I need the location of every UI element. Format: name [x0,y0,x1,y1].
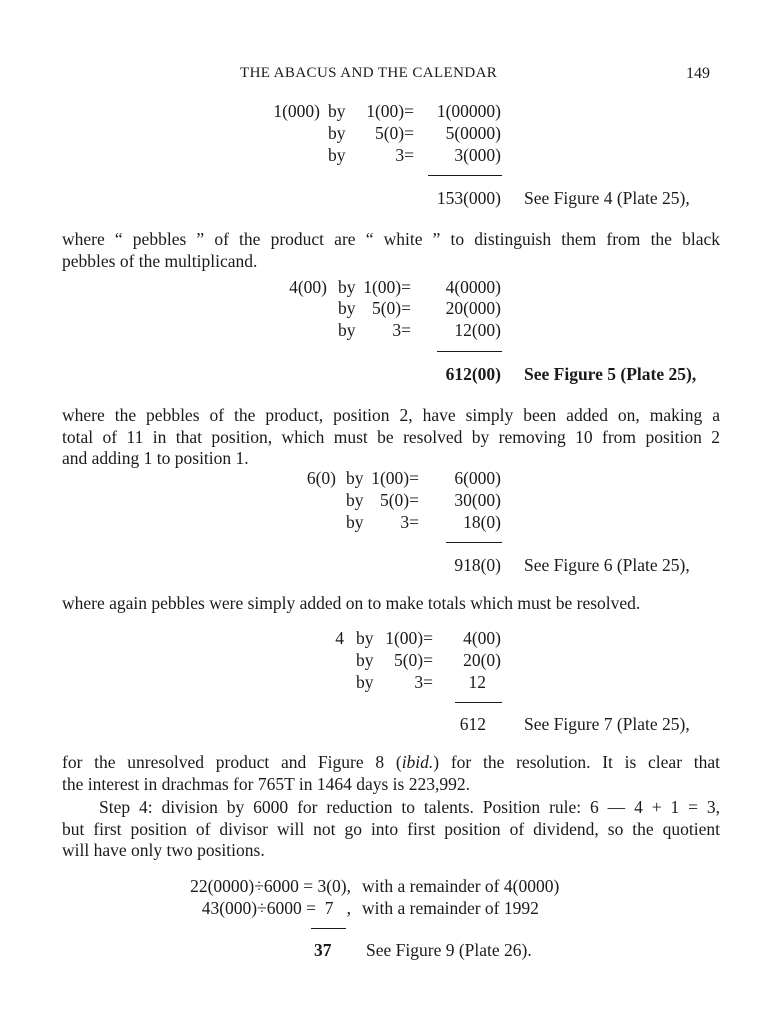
by-label: by [338,298,356,318]
figure-reference [524,366,696,384]
product-total: 612 [459,714,486,734]
multiplier: 5(0)= [379,490,419,510]
sum-rule [455,702,502,703]
figure-reference: See Figure 9 (Plate 26). [366,940,532,960]
partial-product: 4(0000) [445,277,501,297]
by-label: by [346,468,364,488]
multiplier: 3= [392,320,411,340]
text-line: Step 4: division by 6000 for reduction to talents. Position rule: 6 — 4 + 1 = 3, [99,797,720,817]
partial-product: 20(000) [445,298,501,318]
sum-rule [437,351,502,352]
partial-product: 18(0) [463,512,501,532]
multiplicand: 4(00) [289,277,327,297]
paragraph-1 [62,229,720,272]
text-run: ) for the resolution. It is clear that [433,752,720,772]
by-label: by [346,490,364,510]
multiplicand: 6(0) [306,468,336,488]
by-label: by [338,320,356,340]
by-label: by [356,650,374,670]
sum-rule [311,928,346,929]
sum-rule [428,175,502,176]
product-total: 918(0) [454,555,501,575]
quotient-total: 37 [314,940,332,960]
text-line: total of 11 in that position, which must be resolved by removing 10 from position 2 [62,426,720,447]
figure-reference: See Figure 6 (Plate 25), [524,555,690,575]
text-line: but first position of divisor will not go into first position of dividend, so the quotient [62,818,720,839]
partial-product: 4(00) [463,628,501,648]
multiplier: 1(00)= [363,277,411,297]
partial-product: 5(0000) [445,123,501,143]
by-label: by [338,277,356,297]
product-total: 612(00) [445,364,501,384]
partial-product: 1(00000) [436,101,501,121]
text-line: and adding 1 to position 1. [62,448,249,469]
partial-product: 30(00) [454,490,501,510]
text-line: where the pebbles of the product, position 2, have simply been added on, making a [62,405,720,425]
product-total: 153(000) [436,188,501,208]
remainder-text: with a remainder of 4(0000) [362,876,560,896]
text-line: will have only two positions. [62,840,265,861]
text-line [62,752,720,774]
multiplier: 3= [395,145,414,165]
paragraph-step-4 [62,797,720,862]
partial-product: 20(0) [463,650,501,670]
figure-reference: See Figure 4 (Plate 25), [524,188,690,208]
paragraph-4 [62,752,720,795]
paragraph-2 [62,405,720,470]
partial-product: 12 [468,672,486,692]
division-expression: 22(0000)÷6000 = 3(0), [190,876,351,896]
multiplier: 1(00)= [385,628,433,648]
text-line: the interest in drachmas for 765T in 1464 days is 223,992. [62,773,470,794]
by-label: by [328,145,346,165]
multiplier: 5(0)= [374,123,414,143]
partial-product: 12(00) [454,320,501,340]
page-number: 149 [686,65,710,82]
by-label: by [328,101,346,121]
partial-product: 6(000) [454,468,501,488]
italic-citation: ibid. [401,752,434,772]
multiplier: 5(0)= [393,650,433,670]
figure-reference: See Figure 7 (Plate 25), [524,714,690,734]
partial-product: 3(000) [454,145,501,165]
text-run: for the unresolved product and Figure 8 ( [62,752,402,772]
figure-reference-text: See Figure 5 (Plate 25), [524,364,697,384]
text-line: where again pebbles were simply added on to make totals which must be resolved. [62,593,641,613]
by-label: by [346,512,364,532]
by-label: by [328,123,346,143]
running-head-title: THE ABACUS AND THE CALENDAR [240,65,498,81]
division-expression: 43(000)÷6000 = 7 , [201,898,351,918]
multiplicand: 4 [335,628,344,648]
remainder-text: with a remainder of 1992 [362,898,539,918]
paragraph-3 [62,593,720,615]
multiplier: 1(00)= [366,101,414,121]
multiplier: 3= [400,512,419,532]
text-line: where “ pebbles ” of the product are “ white ” to distinguish them from the black [62,229,720,249]
by-label: by [356,672,374,692]
multiplicand: 1(000) [273,101,320,121]
multiplier: 5(0)= [371,298,411,318]
sum-rule [446,542,502,543]
multiplier: 1(00)= [371,468,419,488]
by-label: by [356,628,374,648]
text-line: pebbles of the multiplicand. [62,250,258,271]
multiplier: 3= [414,672,433,692]
